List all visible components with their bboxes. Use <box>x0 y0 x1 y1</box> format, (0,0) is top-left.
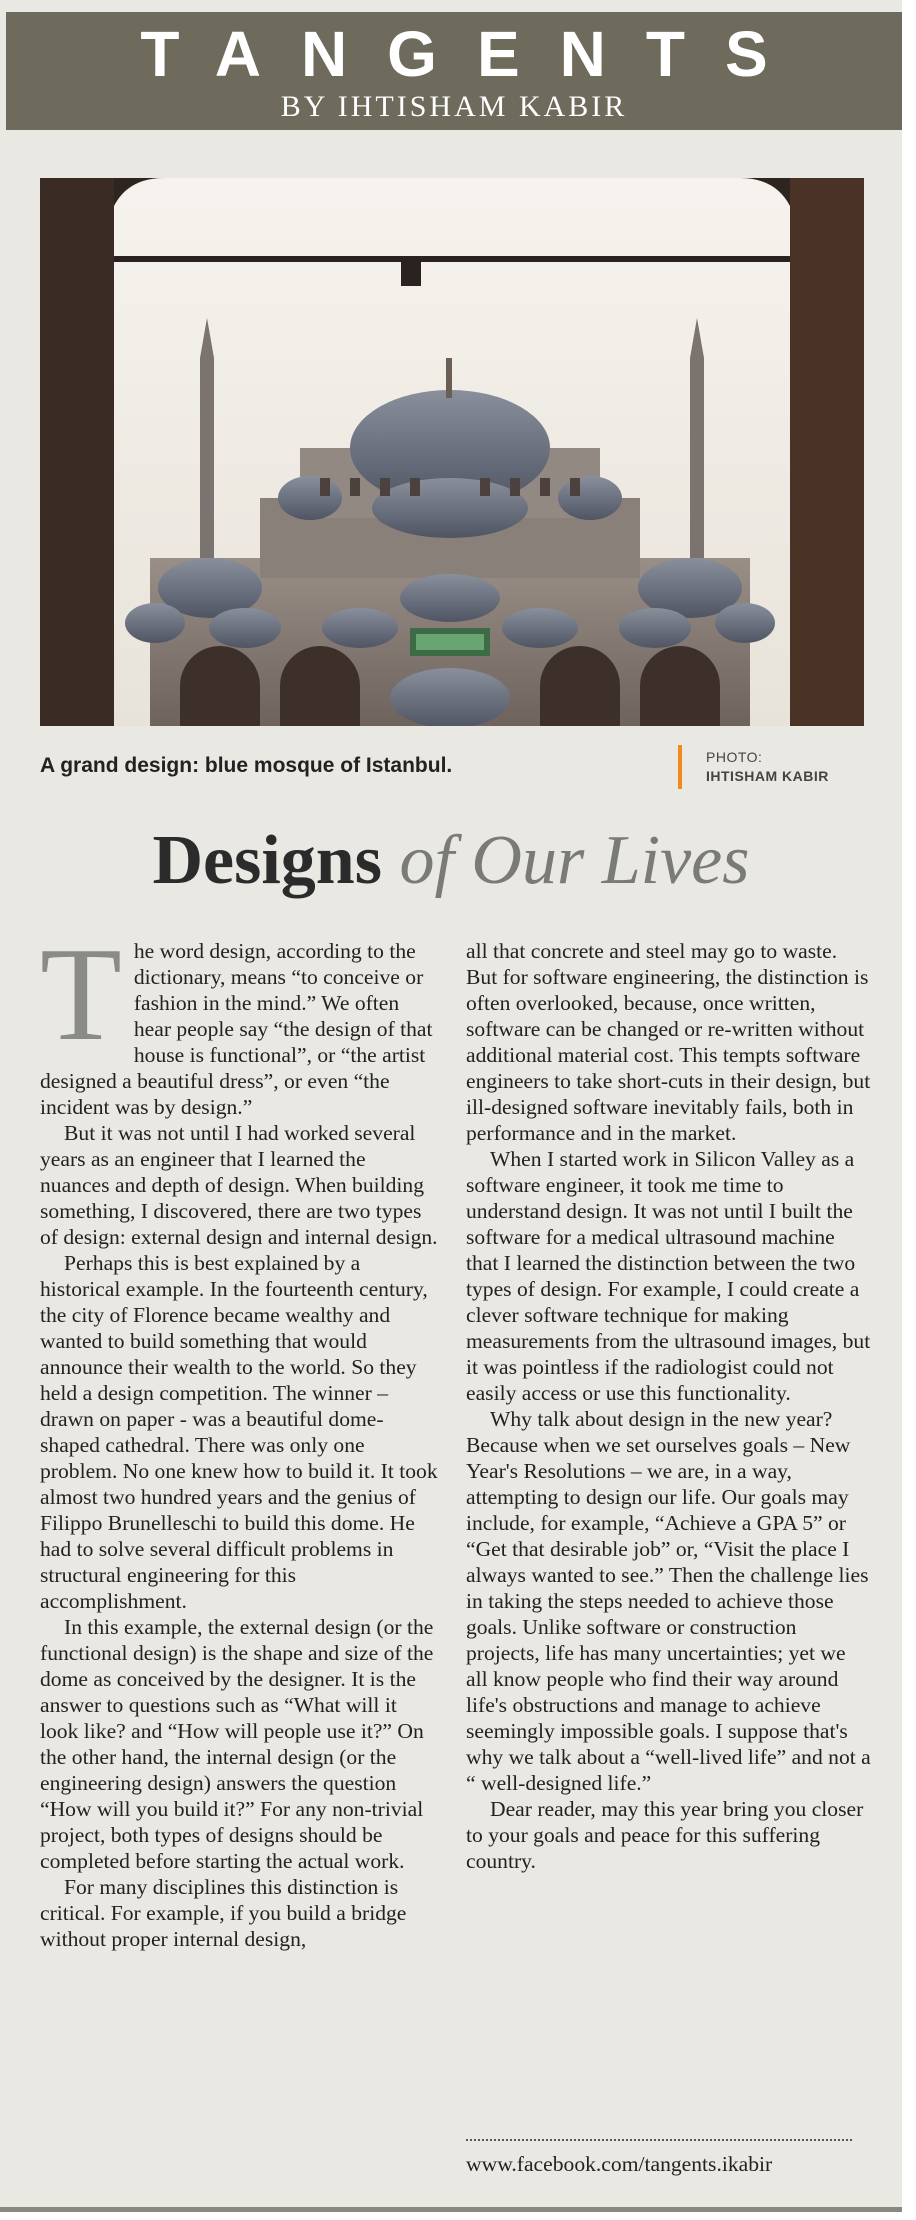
headline-italic: of Our Lives <box>399 822 750 899</box>
article-headline <box>0 818 902 904</box>
column-title: TANGENTS <box>140 18 808 90</box>
headline-main: Designs <box>152 822 382 899</box>
paragraph-1-text: he word design, according to the dictionary, means “to conceive or fashion in the mind.” We often hear people say “the design of that house is functional”, or “the artist designed a beautiful dress”, or even “the incident was by design.” <box>40 939 433 1119</box>
bottom-rule <box>0 2207 902 2212</box>
article-column-left <box>40 920 440 1952</box>
byline: BY IHTISHAM KABIR <box>280 90 628 123</box>
paragraph-8: Dear reader, may this year bring you closer to your goals and peace for this suffering country. <box>466 1797 864 1873</box>
paragraph-3: Perhaps this is best explained by a historical example. In the fourteenth century, the city of Florence became wealthy and wanted to build something that would announce their wealth to the world. So they held a design competition. The winner – drawn on paper - was a beautiful dome-shaped cathedral. There was only one problem. No one knew how to build it. It took almost two hundred years and the genius of Filippo Brunelleschi to build this dome. He had to solve several difficult problems in structural engineering for this accomplishment. <box>40 1251 438 1613</box>
paragraph-6: When I started work in Silicon Valley as a software engineer, it took me time to understand design. It was not until I built the software for a medical ultrasound machine that I learned the distinction between the two types of design. For example, I could create a clever software technique for making measurements from the ultrasound images, but it was pointless if the radiologist could not easily access or use this functionality. <box>466 1147 871 1405</box>
photo-credit <box>706 748 829 786</box>
mosque-photo <box>40 178 864 726</box>
paragraph-5-continued: all that concrete and steel may go to waste. But for software engineering, the distinction is often overlooked, because, once written, software can be changed or re-written without additional material cost. This tempts software engineers to take short-cuts in their design, but ill-designed software inevitably fails, both in performance and in the market. <box>466 939 871 1145</box>
credit-accent-bar <box>678 745 682 789</box>
paragraph-2: But it was not until I had worked several years as an engineer that I learned the nuances and depth of design. When building something, I discovered, there are two types of design: external design and internal design. <box>40 1121 438 1249</box>
article-column-right <box>466 938 872 1874</box>
dotted-divider <box>466 2139 852 2141</box>
paragraph-4: In this example, the external design (or the functional design) is the shape and size of the dome as conceived by the designer. It is the answer to questions such as “What will it look like? and “How will people use it?” On the other hand, the internal design (or the engineering design) answers the question “How will you build it?” For any non-trivial project, both types of designs should be completed before starting the actual work. <box>40 1615 434 1873</box>
masthead <box>6 12 902 130</box>
photo-credit-label: PHOTO: <box>706 749 763 765</box>
facebook-link[interactable]: www.facebook.com/tangents.ikabir <box>466 2152 773 2176</box>
drop-cap: T <box>40 920 122 1068</box>
photo-credit-name: IHTISHAM KABIR <box>706 768 829 784</box>
paragraph-1 <box>40 920 440 1120</box>
paragraph-7: Why talk about design in the new year? Because when we set ourselves goals – New Year's Resolutions – we are, in a way, attempting to design our life. Our goals may include, for example, “Achieve a GPA 5” or “Get that desirable job” or, “Visit the place I always wanted to see.” Then the challenge lies in taking the steps needed to achieve those goals. Unlike software or construction projects, life has many uncertainties; yet we all know people who find their way around life's obstructions and manage to achieve seemingly impossible goals. I suppose that's why we talk about a “well-lived life” and not a “ well-designed life.” <box>466 1407 871 1795</box>
photo-caption: A grand design: blue mosque of Istanbul. <box>40 754 453 777</box>
paragraph-5: For many disciplines this distinction is critical. For example, if you build a bridge without proper internal design, <box>40 1875 407 1951</box>
